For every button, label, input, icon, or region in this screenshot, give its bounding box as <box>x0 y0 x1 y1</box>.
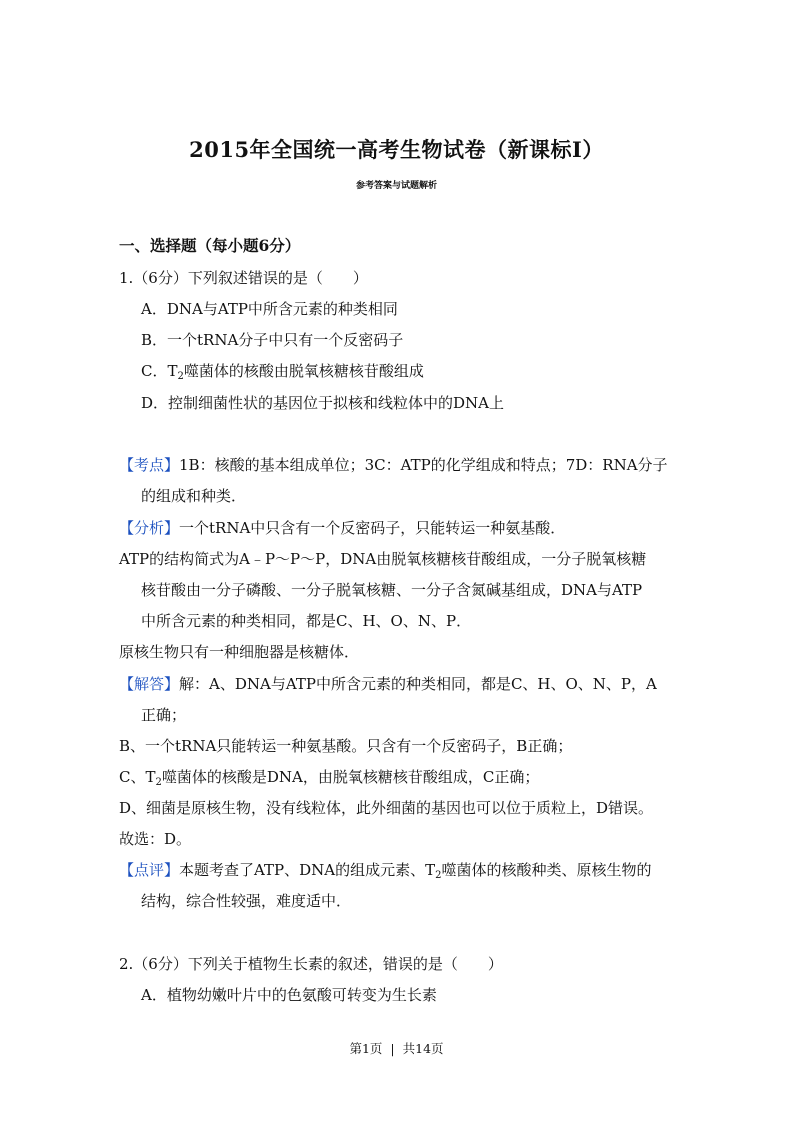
jieda-4-text: 噬菌体的核酸是DNA，由脱氧核糖核苷酸组成，C正确； <box>161 768 540 786</box>
fenxi-line-1 <box>119 518 565 538</box>
jieda-line-3: B、一个tRNA只能转运一种氨基酸。只含有一个反密码子，B正确； <box>119 737 573 755</box>
subscript: 2 <box>177 371 184 382</box>
jieda-line-4 <box>119 767 539 787</box>
question-1-option-d: D．控制细菌性状的基因位于拟核和线粒体中的DNA上 <box>141 394 505 412</box>
question-2-stem: 2.（6分）下列关于植物生长素的叙述，错误的是（ ） <box>119 955 503 973</box>
footer-separator: | <box>390 1041 395 1056</box>
jieda-line-5: D、细菌是原核生物，没有线粒体，此外细菌的基因也可以位于质粒上，D错误。 <box>119 799 654 817</box>
question-1-stem: 1.（6分）下列叙述错误的是（ ） <box>119 269 368 287</box>
fenxi-line-4: 中所含元素的种类相同，都是C、H、O、N、P． <box>141 612 472 630</box>
page-footer <box>0 1039 793 1057</box>
kaodian-text: 1B：核酸的基本组成单位；3C：ATP的化学组成和特点；7D：RNA分子 <box>179 456 668 474</box>
kaodian-line-2: 的组成和种类． <box>141 487 247 505</box>
subscript: 2 <box>435 870 442 881</box>
jieda-4-prefix: C、T <box>119 768 156 786</box>
jieda-text: 解：A、DNA与ATP中所含元素的种类相同，都是C、H、O、N、P，A <box>179 675 657 693</box>
question-1-option-b: B．一个tRNA分子中只有一个反密码子 <box>141 331 404 349</box>
document-title: 2015年全国统一高考生物试卷（新课标Ⅰ） <box>189 137 604 162</box>
dianping-line-2: 结构，综合性较强，难度适中． <box>141 892 352 910</box>
question-2-option-a: A．植物幼嫩叶片中的色氨酸可转变为生长素 <box>141 986 437 1004</box>
jieda-tag: 【解答】 <box>119 675 180 693</box>
document-subtitle: 参考答案与试题解析 <box>355 181 437 191</box>
jieda-line-2: 正确； <box>141 706 187 724</box>
dianping-1-prefix: 本题考查了ATP、DNA的组成元素、T <box>179 861 436 879</box>
subscript: 2 <box>155 777 162 788</box>
fenxi-tag: 【分析】 <box>119 519 180 537</box>
fenxi-line-2: ATP的结构简式为A﹣P～P～P，DNA由脱氧核糖核苷酸组成，一分子脱氧核糖 <box>119 550 647 568</box>
option-c-prefix: C．T <box>141 362 178 380</box>
fenxi-text: 一个tRNA中只含有一个反密码子，只能转运一种氨基酸． <box>179 519 566 537</box>
question-1-option-a: A．DNA与ATP中所含元素的种类相同 <box>141 300 398 318</box>
fenxi-line-3: 核苷酸由一分子磷酸、一分子脱氧核糖、一分子含氮碱基组成，DNA与ATP <box>141 581 643 599</box>
question-1-option-c <box>141 361 424 381</box>
dianping-tag: 【点评】 <box>119 861 180 879</box>
dianping-line-1 <box>119 860 652 880</box>
jieda-line-1 <box>119 674 657 694</box>
fenxi-line-5: 原核生物只有一种细胞器是核糖体． <box>119 643 360 661</box>
dianping-1-text: 噬菌体的核酸种类、原核生物的 <box>441 861 652 879</box>
jieda-line-6: 故选：D。 <box>119 830 192 848</box>
kaodian-tag: 【考点】 <box>119 456 180 474</box>
kaodian-line-1 <box>119 455 668 475</box>
option-c-text: 噬菌体的核酸由脱氧核糖核苷酸组成 <box>183 362 424 380</box>
page-total: 共14页 <box>402 1041 444 1056</box>
section-heading: 一、选择题（每小题6分） <box>119 236 301 255</box>
page-number: 第1页 <box>349 1041 383 1056</box>
